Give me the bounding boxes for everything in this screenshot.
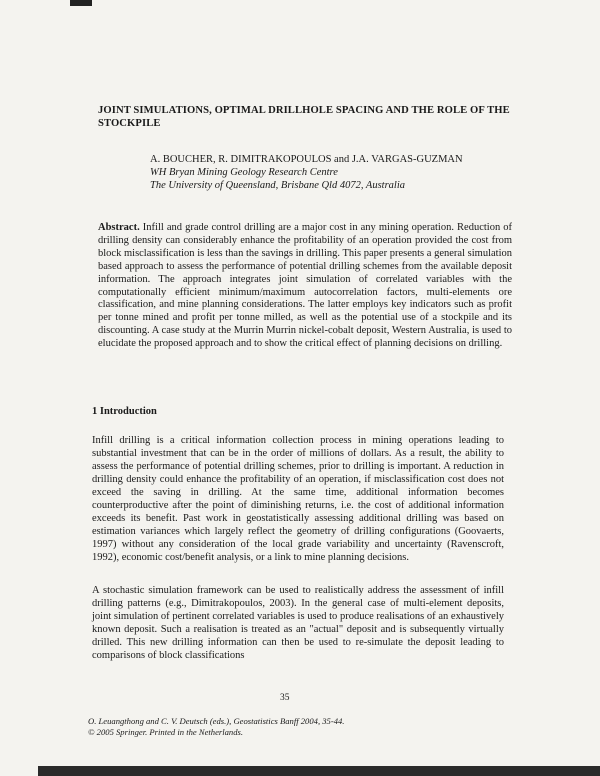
scan-bottom-edge	[38, 766, 600, 776]
abstract-text: Infill and grade control drilling are a major cost in any mining operation. Reduction of drilling density can considerably enhance the profitability of an operation provided the cost from block misclassification is less than the savings in drilling. This paper presents a general simulation based approach to assess the performance of potential drilling schemes from the available deposit information. The approach integrates joint simulation of correlated variables with the computationally efficient minimum/maximum autocorrelation factors, multi-elements ore classification, and mine planning considerations. The latter employs key indicators such as profit per tonne mined and profit per tonne milled, as well as the potential use of a stockpile and its discounting. A case study at the Murrin Murrin nickel-cobalt deposit, Western Australia, is used to elucidate the proposed approach and to show the critical effect of planning decisions on drilling.	[98, 222, 513, 350]
scan-artifact-mark	[70, 0, 92, 6]
affiliation-university: The University of Queensland, Brisbane Qld 4072, Australia	[150, 180, 405, 191]
section-heading: 1 Introduction	[92, 406, 157, 417]
page-number: 35	[280, 693, 290, 703]
footer-citation	[88, 716, 344, 738]
footer-line-1: O. Leuangthong and C. V. Deutsch (eds.), Geostatistics Banff 2004, 35-44.	[88, 716, 345, 726]
paper-title: JOINT SIMULATIONS, OPTIMAL DRILLHOLE SPACING AND THE ROLE OF THE STOCKPILE	[98, 105, 510, 129]
intro-paragraph-2: A stochastic simulation framework can be used to realistically address the assessment of infill drilling patterns (e.g., Dimitrakopoulos, 2003). In the general case of multi-element deposits, joint simulation of pertinent correlated variables is used to produce realisations of an exhaustively known deposit. Such a realisation is treated as an "actual" deposit and is subsequently virtually drilled. This new drilling information can then be used to re-simulate the deposit leading to comparisons of block classifications	[92, 585, 504, 662]
footer-line-2: © 2005 Springer. Printed in the Netherlands.	[88, 727, 244, 737]
abstract-label: Abstract.	[98, 222, 140, 233]
author-names: A. BOUCHER, R. DIMITRAKOPOULOS and J.A. VARGAS-GUZMAN	[150, 154, 463, 165]
abstract	[98, 222, 512, 351]
intro-paragraph-1: Infill drilling is a critical information collection process in mining operations leading to substantial investment that can be in the order of millions of dollars. As a result, the ability to assess the performance of potential drilling schemes, prior to drilling is important. A reduction in drilling density could enhance the profitability of an operation, if misclassification cost does not exceed the saving in drilling. At the same time, additional information becomes counterproductive after the point of diminishing returns, i.e. the cost of additional information exceeds its benefit. Past work in geostatistically assessing additional drilling was based on estimation variances which largely reflect the geometry of drilling configurations (Goovaerts, 1997) without any consideration of the local grade variability and uncertainty (Ravenscroft, 1992), economic cost/benefit analysis, or a link to mine planning decisions.	[92, 435, 504, 564]
affiliation-centre: WH Bryan Mining Geology Research Centre	[150, 167, 338, 178]
author-block	[150, 153, 550, 192]
